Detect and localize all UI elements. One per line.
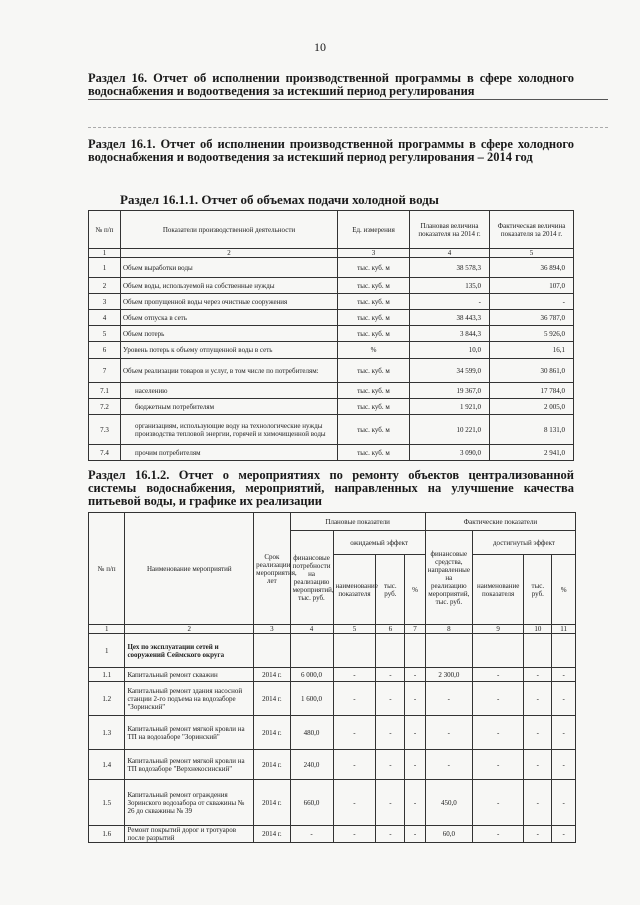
unit-cell: тыс. куб. м — [338, 383, 410, 399]
header-cell: наименование показателя — [472, 555, 523, 625]
header-cell: наименование показателя — [333, 555, 376, 625]
row-number: 5 — [89, 326, 121, 342]
title-rule — [88, 99, 608, 100]
table-cell: - — [333, 668, 376, 682]
column-number: 3 — [338, 249, 410, 258]
header-cell: Плановая величина показателя на 2014 г. — [410, 211, 490, 249]
fact-value: 8 131,0 — [490, 415, 574, 445]
indicator-name: Объем выработки воды — [121, 258, 338, 278]
unit-cell: % — [338, 342, 410, 359]
repair-measures-table — [88, 512, 576, 843]
column-number: 1 — [89, 625, 125, 634]
fact-value: 107,0 — [490, 278, 574, 294]
table-cell: 660,0 — [290, 780, 333, 826]
table-row — [89, 310, 574, 326]
row-number: 4 — [89, 310, 121, 326]
table-cell: 1 600,0 — [290, 682, 333, 716]
table-row — [89, 294, 574, 310]
table-cell: - — [524, 716, 552, 750]
measure-name: Капитальный ремонт здания насосной станции 2-го подъема на водозаборе "Зоринский" — [125, 682, 254, 716]
row-number: 7.1 — [89, 383, 121, 399]
group-row — [89, 634, 576, 668]
table-cell: 1.4 — [89, 750, 125, 780]
table-row — [89, 750, 576, 780]
column-number: 2 — [121, 249, 338, 258]
header-cell: Плановые показатели — [290, 513, 425, 531]
table-row — [89, 326, 574, 342]
measure-name: Капитальный ремонт ограждения Зоринского водозабора от скважины № 26 до скважины № 39 — [125, 780, 254, 826]
header-cell: Ед. измерения — [338, 211, 410, 249]
fact-value: - — [490, 294, 574, 310]
column-number: 6 — [376, 625, 405, 634]
column-number: 9 — [472, 625, 523, 634]
plan-value: 34 599,0 — [410, 359, 490, 383]
row-number: 7.4 — [89, 445, 121, 461]
table-cell: 1.6 — [89, 826, 125, 843]
plan-value: - — [410, 294, 490, 310]
column-number: 4 — [290, 625, 333, 634]
column-number: 2 — [125, 625, 254, 634]
indicator-name: организациям, использующие воду на технологические нужды производства тепловой энергии, горячей и химочищенной воды — [121, 415, 338, 445]
fact-value: 17 784,0 — [490, 383, 574, 399]
plan-value: 38 578,3 — [410, 258, 490, 278]
table-cell: - — [333, 826, 376, 843]
table-cell: - — [405, 826, 425, 843]
header-cell: Наименование мероприятий — [125, 513, 254, 625]
plan-value: 3 090,0 — [410, 445, 490, 461]
table-cell: - — [552, 826, 576, 843]
table-cell: - — [552, 682, 576, 716]
table-cell: - — [472, 716, 523, 750]
fact-value: 36 787,0 — [490, 310, 574, 326]
unit-cell: тыс. куб. м — [338, 258, 410, 278]
plan-value: 38 443,3 — [410, 310, 490, 326]
table-cell: - — [425, 682, 472, 716]
header-cell: ожидаемый эффект — [333, 531, 425, 555]
table-cell: - — [472, 668, 523, 682]
table-row — [89, 445, 574, 461]
measure-name: Капитальный ремонт мягкой кровли на ТП водозаборе "Верхнекосинский" — [125, 750, 254, 780]
table-cell: - — [552, 750, 576, 780]
table-cell: - — [376, 750, 405, 780]
table-cell: - — [376, 682, 405, 716]
group-name: Цех по эксплуатации сетей и сооружений Сеймского округа — [125, 634, 254, 668]
table-cell: - — [552, 780, 576, 826]
header-cell: тыс. руб. — [524, 555, 552, 625]
table-row — [89, 668, 576, 682]
plan-value: 10,0 — [410, 342, 490, 359]
plan-value: 10 221,0 — [410, 415, 490, 445]
fact-value: 16,1 — [490, 342, 574, 359]
header-cell: тыс. руб. — [376, 555, 405, 625]
unit-cell: тыс. куб. м — [338, 445, 410, 461]
table-cell: 2014 г. — [254, 682, 290, 716]
table-cell: - — [333, 750, 376, 780]
table-cell: 2014 г. — [254, 668, 290, 682]
row-number: 3 — [89, 294, 121, 310]
header-cell: № п/п — [89, 513, 125, 625]
header-cell: Фактические показатели — [425, 513, 575, 531]
column-number-row — [89, 625, 576, 634]
column-number: 4 — [410, 249, 490, 258]
table-row — [89, 278, 574, 294]
table-cell: - — [405, 716, 425, 750]
header-cell: № п/п — [89, 211, 121, 249]
table-row — [89, 359, 574, 383]
header-cell: Фактическая величина показателя за 2014 г. — [490, 211, 574, 249]
row-number: 1 — [89, 258, 121, 278]
table-cell: - — [524, 682, 552, 716]
row-number: 7 — [89, 359, 121, 383]
header-cell: % — [405, 555, 425, 625]
table-row — [89, 780, 576, 826]
group-number: 1 — [89, 634, 125, 668]
column-number-row — [89, 249, 574, 258]
table-cell: 1.3 — [89, 716, 125, 750]
table-row — [89, 415, 574, 445]
table-cell: 2014 г. — [254, 750, 290, 780]
table-cell: - — [290, 826, 333, 843]
column-number: 5 — [490, 249, 574, 258]
indicator-name: Объем отпуска в сеть — [121, 310, 338, 326]
unit-cell: тыс. куб. м — [338, 359, 410, 383]
header-cell: Показатели производственной деятельности — [121, 211, 338, 249]
dashed-rule — [88, 127, 608, 128]
header-cell: финансовые потребности на реализацию мероприятий, тыс. руб. — [290, 531, 333, 625]
table-cell: - — [472, 682, 523, 716]
table-cell: 450,0 — [425, 780, 472, 826]
table-cell: 1.2 — [89, 682, 125, 716]
table-row — [89, 342, 574, 359]
table-cell: - — [376, 668, 405, 682]
table-body — [89, 668, 576, 843]
table-row — [89, 399, 574, 415]
page-number: 10 — [314, 40, 326, 54]
unit-cell: тыс. куб. м — [338, 278, 410, 294]
section-16-1-title: Раздел 16.1. Отчет об исполнении производственной программы в сфере холодного водоснабжения и водоотведения за истекший период регулирования – 2014 год — [88, 137, 574, 164]
indicator-name: населению — [121, 383, 338, 399]
table-row — [89, 258, 574, 278]
unit-cell: тыс. куб. м — [338, 294, 410, 310]
column-number: 8 — [425, 625, 472, 634]
indicator-name: бюджетным потребителям — [121, 399, 338, 415]
unit-cell: тыс. куб. м — [338, 310, 410, 326]
header-cell: достигнутый эффект — [472, 531, 575, 555]
table-cell: 480,0 — [290, 716, 333, 750]
table-cell: - — [472, 780, 523, 826]
header-cell: Срок реализации мероприятия, лет — [254, 513, 290, 625]
column-number: 11 — [552, 625, 576, 634]
header-cell: % — [552, 555, 576, 625]
column-number: 7 — [405, 625, 425, 634]
column-number: 5 — [333, 625, 376, 634]
plan-value: 1 921,0 — [410, 399, 490, 415]
indicator-name: Объем воды, используемой на собственные нужды — [121, 278, 338, 294]
row-number: 7.3 — [89, 415, 121, 445]
row-number: 7.2 — [89, 399, 121, 415]
row-number: 6 — [89, 342, 121, 359]
table-cell: - — [524, 826, 552, 843]
table-row — [89, 682, 576, 716]
plan-value: 19 367,0 — [410, 383, 490, 399]
table-cell: - — [524, 750, 552, 780]
fact-value: 5 926,0 — [490, 326, 574, 342]
table-cell: 1.5 — [89, 780, 125, 826]
table-cell: - — [333, 716, 376, 750]
table-cell: 2 300,0 — [425, 668, 472, 682]
section-16-1-1-title: Раздел 16.1.1. Отчет об объемах подачи холодной воды — [120, 192, 439, 207]
indicator-name: Объем пропущенной воды через очистные сооружения — [121, 294, 338, 310]
table-body — [89, 258, 574, 461]
table-cell: - — [376, 826, 405, 843]
table-row — [89, 383, 574, 399]
table-cell: - — [405, 780, 425, 826]
fact-value: 2 005,0 — [490, 399, 574, 415]
measure-name: Капитальный ремонт скважин — [125, 668, 254, 682]
measure-name: Капитальный ремонт мягкой кровли на ТП на водозаборе "Зоринский" — [125, 716, 254, 750]
table-cell: - — [333, 682, 376, 716]
column-number: 10 — [524, 625, 552, 634]
table-cell: 2014 г. — [254, 716, 290, 750]
indicator-name: Уровень потерь к объему отпущенной воды в сеть — [121, 342, 338, 359]
table-row — [89, 716, 576, 750]
fact-value: 36 894,0 — [490, 258, 574, 278]
table-cell: - — [472, 750, 523, 780]
table-cell: - — [405, 668, 425, 682]
table-cell: - — [376, 780, 405, 826]
fact-value: 30 861,0 — [490, 359, 574, 383]
table-cell: 2014 г. — [254, 826, 290, 843]
table-cell: - — [552, 668, 576, 682]
table-cell: - — [425, 716, 472, 750]
unit-cell: тыс. куб. м — [338, 415, 410, 445]
table-cell: - — [333, 780, 376, 826]
table-row — [89, 826, 576, 843]
table-cell: - — [552, 716, 576, 750]
header-cell: финансовые средства, направленные на реализацию мероприятий, тыс. руб. — [425, 531, 472, 625]
unit-cell: тыс. куб. м — [338, 399, 410, 415]
row-number: 2 — [89, 278, 121, 294]
table-cell: - — [405, 750, 425, 780]
indicator-name: Объем реализации товаров и услуг, в том числе по потребителям: — [121, 359, 338, 383]
plan-value: 3 844,3 — [410, 326, 490, 342]
table-cell: 240,0 — [290, 750, 333, 780]
indicator-name: прочим потребителям — [121, 445, 338, 461]
column-number: 1 — [89, 249, 121, 258]
measure-name: Ремонт покрытий дорог и тротуаров после разрытий — [125, 826, 254, 843]
table-cell: 60,0 — [425, 826, 472, 843]
table-cell: 2014 г. — [254, 780, 290, 826]
section-16-title: Раздел 16. Отчет об исполнении производственной программы в сфере холодного водоснабжения и водоотведения за истекший период регулирования — [88, 71, 574, 98]
table-cell: 1.1 — [89, 668, 125, 682]
table-cell: - — [376, 716, 405, 750]
unit-cell: тыс. куб. м — [338, 326, 410, 342]
table-header-row — [89, 211, 574, 249]
table-cell: 6 000,0 — [290, 668, 333, 682]
column-number: 3 — [254, 625, 290, 634]
table-cell: - — [524, 668, 552, 682]
section-16-1-2-title: Раздел 16.1.2. Отчет о мероприятиях по ремонту объектов централизованной системы водоснабжения, мероприятий, направленных на улучшение качества питьевой воды, и графике их реализации — [88, 468, 574, 508]
table-header-row — [89, 513, 576, 531]
water-supply-volume-table — [88, 210, 574, 461]
fact-value: 2 941,0 — [490, 445, 574, 461]
table-cell: - — [524, 780, 552, 826]
table-cell: - — [472, 826, 523, 843]
table-cell: - — [405, 682, 425, 716]
plan-value: 135,0 — [410, 278, 490, 294]
table-cell: - — [425, 750, 472, 780]
indicator-name: Объем потерь — [121, 326, 338, 342]
